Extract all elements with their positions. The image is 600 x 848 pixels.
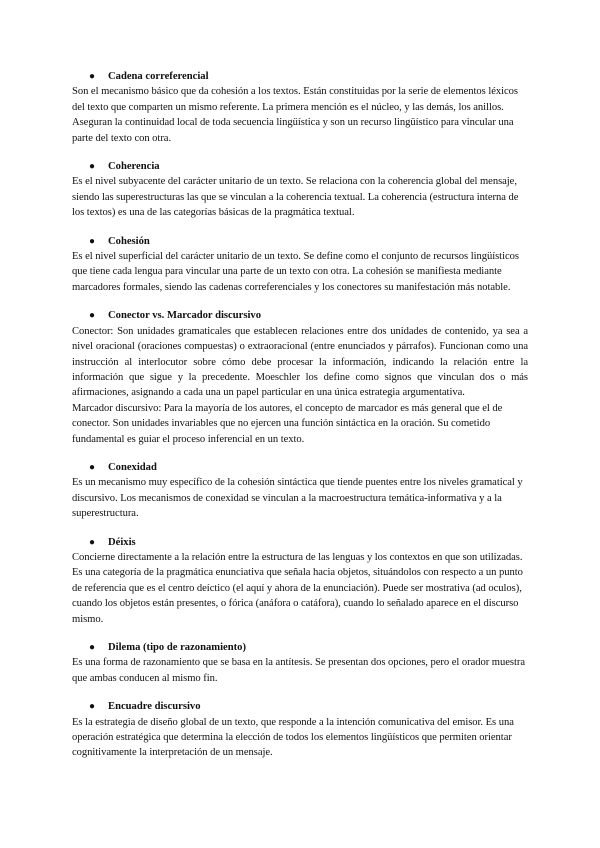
paragraph: Es una forma de razonamiento que se basa en la antítesis. Se presentan dos opciones, pero el orador muestra que ambas conducen al mismo fin. (72, 657, 525, 684)
section-heading (72, 160, 528, 173)
section-heading (72, 641, 528, 654)
paragraph: Es el nivel superficial del carácter unitario de un texto. Se define como el conjunto de recursos lingüísticos que tiene cada lengua para vincular una parte de un texto con otra. La cohesión se manifiesta mediante marcadores formales, siendo las cadenas correferenciales y los conectores su manifestación más notable. (72, 251, 519, 293)
heading-text: Conector vs. Marcador discursivo (108, 310, 262, 322)
section-dilema (72, 641, 528, 686)
section-cadena-correferencial (72, 70, 528, 146)
section-heading (72, 70, 528, 83)
heading-text: Coherencia (108, 161, 160, 173)
section-cohesion (72, 235, 528, 296)
paragraph: Es un mecanismo muy específico de la cohesión sintáctica que tiende puentes entre los niveles gramatical y discursivo. Los mecanismos de conexidad se vinculan a la macroestructura temática-informativa y a la superestructura. (72, 477, 523, 520)
heading-text: Conexidad (108, 461, 157, 473)
paragraph: Es el nivel subyacente del carácter unitario de un texto. Se relaciona con la coherencia global del mensaje, siendo las superestructuras las que se vinculan a la coherencia textual. La coherencia (estructura interna de los textos) es una de las categorías básicas de la pragmática textual. (72, 176, 519, 219)
section-heading (72, 309, 528, 322)
bullet-icon: ● (89, 235, 96, 247)
heading-text: Dilema (tipo de razonamiento) (108, 642, 246, 653)
section-heading (72, 536, 528, 549)
paragraph: Concierne directamente a la relación entre la estructura de las lenguas y los contextos en que son utilizadas. Es una categoría de la pragmática enunciativa que señala hacia objetos, situándolos con respecto a un punto de referencia que es el centro deíctico (el aquí y ahora de la enunciación). Puede ser mostrativa (ad oculos), cuando los objetos están presentes, o fórica (anáfora o catáfora), cuando lo señalado aparece en el discurso mismo. (72, 551, 523, 625)
bullet-icon: ● (89, 310, 96, 322)
bullet-icon: ● (89, 642, 96, 653)
section-deixis (72, 536, 528, 627)
section-heading (72, 461, 528, 474)
bullet-icon: ● (89, 536, 96, 548)
bullet-icon: ● (89, 161, 96, 173)
section-encuadre-discursivo (72, 700, 528, 761)
section-heading (72, 235, 528, 248)
paragraph-marcador: Marcador discursivo: Para la mayoría de los autores, el concepto de marcador es más general que el de conector. Son unidades invariables que no ejercen una función sintáctica en la oración. Su cometido fundamental es guiar el proceso inferencial en un texto. (72, 402, 503, 445)
document-page (72, 70, 528, 775)
section-conector-vs-marcador (72, 309, 528, 447)
heading-text: Cadena correferencial (108, 71, 209, 82)
heading-text: Déixis (108, 536, 136, 548)
paragraph: Son el mecanismo básico que da cohesión a los textos. Están constituidas por la serie de elementos léxicos del texto que comparten un mismo referente. La primera mención es el núcleo, y las demás, los anillos. Aseguran la continuidad local de toda secuencia lingüística y son un recurso lingüístico para vincular una parte del texto con otra. (72, 86, 519, 144)
section-heading (72, 700, 528, 713)
section-coherencia (72, 160, 528, 221)
bullet-icon: ● (89, 701, 96, 713)
paragraph: Es la estrategia de diseño global de un texto, que responde a la intención comunicativa del emisor. Es una operación estratégica que determina la elección de todos los elementos lingüísticos que permiten orientar cognitivamente la interpretación de un mensaje. (72, 716, 514, 759)
bullet-icon: ● (89, 71, 96, 82)
heading-text: Encuadre discursivo (108, 701, 201, 713)
bullet-icon: ● (89, 461, 96, 473)
paragraph-conector: Conector: Son unidades gramaticales que establecen relaciones entre dos unidades de contenido, ya sea a nivel oracional (oraciones compuestas) o extraoracional (entre enunciados y párrafos). Funcionan como una instrucción al interlocutor sobre cómo debe procesar la información, indicando la relación entre la información que sigue y la precedente. Moeschler los define como signos que vinculan dos o más afirmaciones, asignando a cada una un papel particular en una única estrategia argumentativa. (72, 325, 528, 399)
section-conexidad (72, 461, 528, 522)
heading-text: Cohesión (108, 235, 150, 247)
